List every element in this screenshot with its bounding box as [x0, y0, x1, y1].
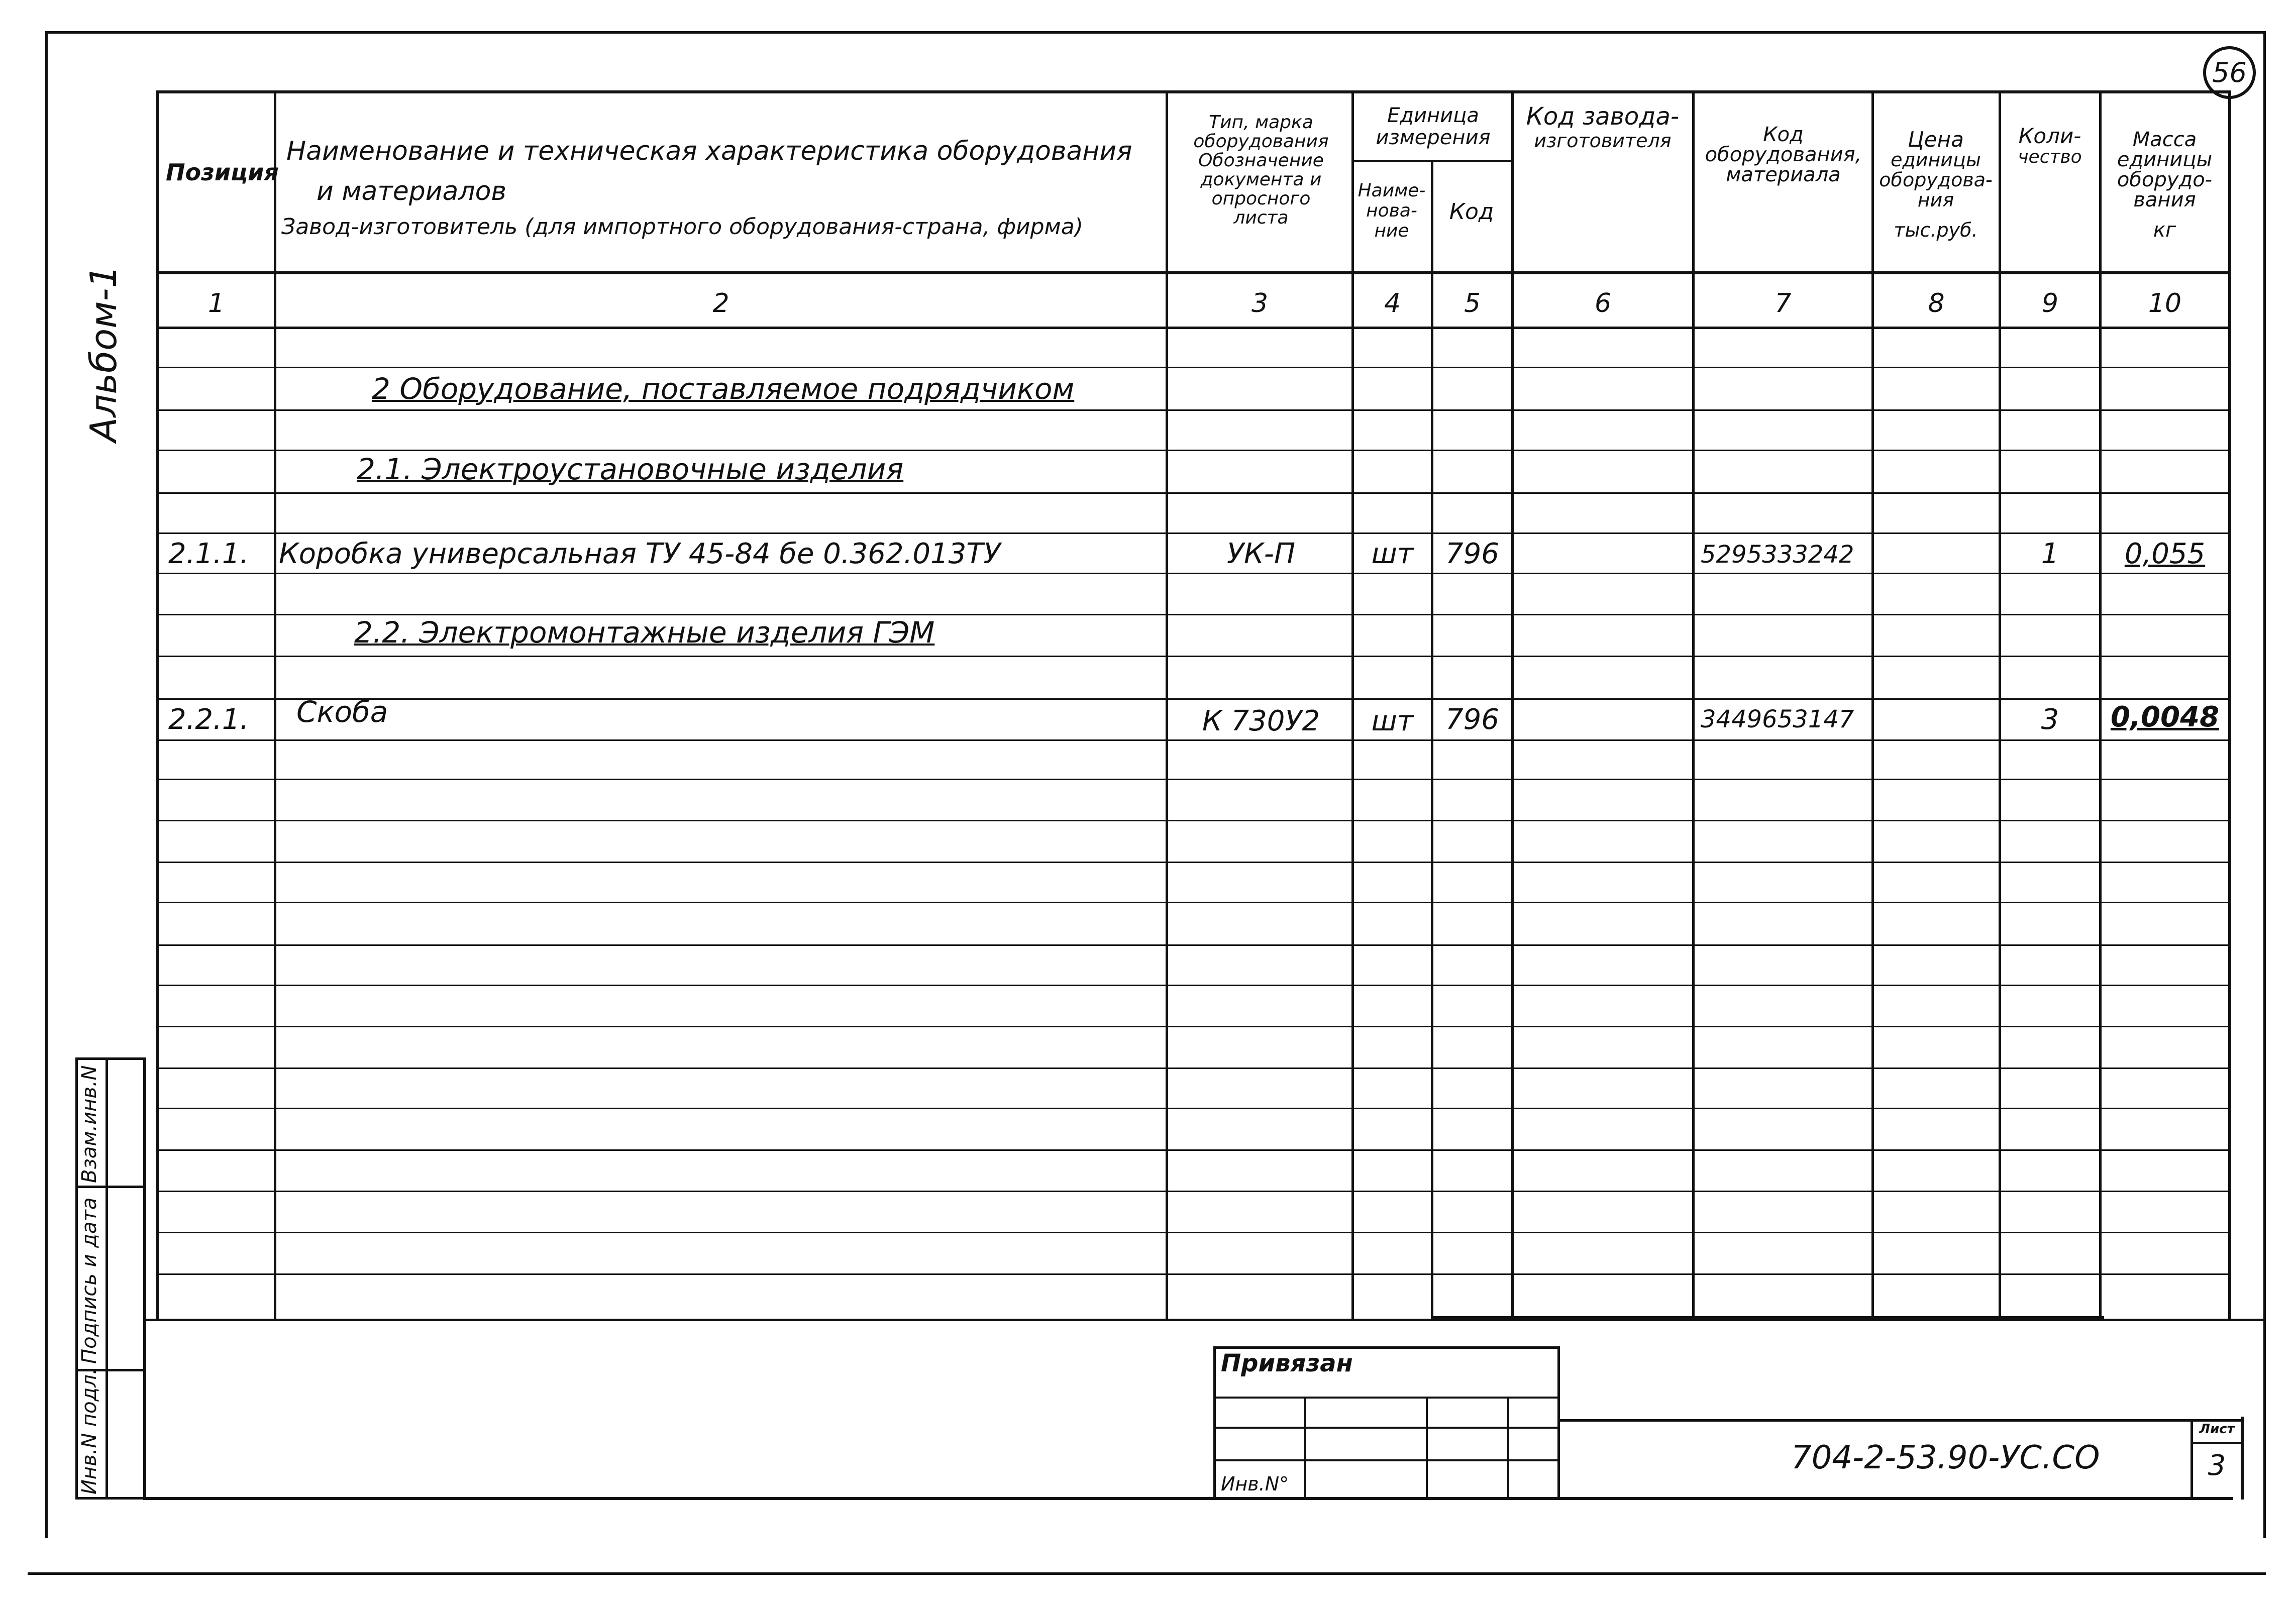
page-frame-bottom [28, 1572, 2266, 1575]
col-line-2 [1166, 90, 1168, 1321]
row-line [156, 1149, 2231, 1151]
header-mfr-code [1513, 104, 1692, 153]
header-mfr-l2: изготовителя [1534, 130, 1672, 152]
header-eqcode-l3: материала [1726, 163, 1841, 186]
row-line [156, 1026, 2231, 1027]
header-mass-l5: кг [2153, 219, 2176, 242]
table-top-border [156, 90, 2231, 93]
header-qty-l2: чество [2018, 147, 2082, 167]
row-unit-code: 796 [1445, 703, 1499, 736]
header-price-l5: тыс.руб. [1894, 219, 1978, 241]
header-type-l6: листа [1233, 207, 1289, 228]
side-stamp-bottom-line [75, 1497, 146, 1500]
unit-subheader-line [1351, 160, 1512, 162]
row-name: Коробка универсальная ТУ 45-84 бе 0.362.013ТУ [279, 538, 1001, 570]
header-name-line3: Завод-изготовитель (для импортного оборудования-страна, фирма) [281, 214, 1083, 240]
col-line-7 [1871, 90, 1874, 1321]
row-eq-code: 3449653147 [1701, 705, 1854, 733]
attached-label: Привязан [1221, 1349, 1353, 1377]
inv-no-label: Инв.N° [1221, 1473, 1289, 1495]
col-number: 3 [1251, 288, 1269, 318]
row-position: 2.1.1. [168, 538, 249, 570]
col-number: 8 [1928, 288, 1945, 318]
col-line-5 [1511, 90, 1514, 1321]
title-block-bottom [143, 1497, 2233, 1500]
row-qty: 1 [2041, 538, 2059, 570]
header-mass-l2: единицы [2117, 148, 2213, 171]
col-line-10 [2228, 90, 2231, 1321]
attached-box-col2 [1426, 1397, 1428, 1500]
header-name-line1: Наименование и техническая характеристика оборудования [286, 136, 1132, 166]
attached-box-right [1557, 1346, 1560, 1500]
row-line [156, 409, 2231, 411]
row-line [156, 779, 2231, 780]
attached-box-top [1213, 1346, 1560, 1349]
row-unit-code: 796 [1445, 538, 1499, 570]
header-type [1171, 113, 1351, 228]
row-line [156, 902, 2231, 903]
row-line [156, 820, 2231, 821]
row-unit: шт [1371, 538, 1414, 570]
header-name-line2: и материалов [317, 176, 507, 206]
side-stamp-vzam: Взам.инв.N [78, 1065, 101, 1183]
row-line [156, 492, 2231, 494]
album-label: Альбом-1 [82, 265, 125, 442]
col-number: 6 [1594, 288, 1612, 318]
designation-top [1557, 1419, 2243, 1422]
sheet-mark-text: 56 [2212, 57, 2247, 88]
header-price [1873, 127, 1999, 241]
header-type-l5: опросного [1211, 188, 1311, 209]
header-unit-code: Код [1449, 199, 1494, 225]
row-line [156, 367, 2231, 368]
header-qty [2001, 126, 2099, 168]
side-stamp-mid-line [106, 1057, 108, 1500]
header-eq-code [1694, 125, 1872, 185]
row-line [156, 450, 2231, 451]
side-stamp-sep1 [75, 1186, 146, 1188]
table-bottom-line [146, 1319, 2266, 1321]
row-eq-code: 5295333242 [1701, 541, 1854, 569]
row-mass: 0,055 [2124, 538, 2206, 570]
row-line [156, 1273, 2231, 1275]
header-mass-l1: Масса [2132, 128, 2197, 151]
header-type-l1: Тип, марка [1209, 112, 1313, 133]
header-eqcode-l1: Код [1763, 123, 1804, 146]
row-line [156, 1067, 2231, 1069]
col-number: 7 [1775, 288, 1792, 318]
col-number: 5 [1464, 288, 1481, 318]
colnum-bottom-border [156, 327, 2231, 329]
side-stamp-inv: Инв.N подл. [78, 1368, 101, 1494]
row-name: Скоба [296, 695, 388, 729]
header-unit-name [1352, 181, 1431, 241]
row-line [156, 1232, 2231, 1233]
header-type-l4: документа и [1200, 169, 1322, 190]
section-heading-2-2: 2.2. Электромонтажные изделия ГЭМ [354, 615, 935, 650]
page-frame-left [45, 31, 48, 1538]
col-line-6 [1692, 90, 1695, 1321]
header-mfr-l1: Код завода- [1526, 102, 1680, 131]
header-type-l2: оборудования [1193, 131, 1329, 152]
col-number: 2 [712, 288, 729, 318]
row-line [156, 985, 2231, 986]
header-price-l3: оборудова- [1879, 169, 1993, 191]
row-qty: 3 [2041, 703, 2059, 736]
row-type: УК-П [1226, 538, 1296, 570]
row-line [156, 532, 2231, 534]
col-number: 9 [2041, 288, 2059, 318]
header-price-l1: Цена [1908, 127, 1964, 152]
row-line [156, 739, 2231, 741]
attached-box-col1 [1304, 1397, 1306, 1500]
row-line [156, 656, 2231, 657]
col-number: 1 [207, 288, 225, 318]
side-stamp-right-line [143, 1057, 146, 1500]
document-code: 704-2-53.90-УС.СО [1791, 1439, 2100, 1476]
row-line [156, 862, 2231, 863]
col-line-1 [274, 90, 276, 1321]
row-unit: шт [1371, 705, 1414, 737]
row-line [156, 698, 2231, 700]
row-mass: 0,0048 [2110, 701, 2220, 733]
col-number: 4 [1384, 288, 1401, 318]
header-mass-l4: вания [2133, 188, 2196, 211]
title-block-right [2241, 1417, 2244, 1500]
header-unit-l2: измерения [1376, 126, 1491, 149]
page-frame-top [45, 31, 2266, 34]
section-heading-2-1: 2.1. Электроустановочные изделия [357, 452, 904, 486]
col-line-0 [156, 90, 159, 1321]
header-unit-name-l1: Наиме- [1358, 180, 1426, 201]
sheet-number: 3 [2208, 1449, 2226, 1482]
row-line [156, 1108, 2231, 1109]
header-unit [1354, 104, 1512, 149]
header-qty-l1: Коли- [2018, 124, 2081, 148]
header-eqcode-l2: оборудования, [1705, 143, 1862, 166]
attached-box-col3 [1507, 1397, 1509, 1500]
row-line [156, 1191, 2231, 1192]
header-price-l4: ния [1917, 189, 1954, 211]
header-mass-l3: оборудо- [2117, 168, 2213, 191]
header-type-l3: Обозначение [1198, 150, 1324, 171]
header-price-l2: единицы [1891, 149, 1981, 171]
side-stamp-top-line [75, 1057, 146, 1060]
header-mass [2101, 130, 2228, 240]
header-bottom-border [156, 271, 2231, 274]
page-frame-right [2263, 31, 2266, 1538]
row-type: К 730У2 [1202, 705, 1320, 737]
header-unit-name-l3: ние [1374, 221, 1409, 241]
side-stamp-sign: Подпись и дата [78, 1197, 101, 1364]
col-line-4 [1431, 161, 1433, 1321]
sheet-box-mid [2190, 1442, 2243, 1444]
row-line [156, 944, 2231, 946]
col-number: 10 [2148, 288, 2182, 318]
header-position: Позиция [166, 159, 279, 186]
header-unit-name-l2: нова- [1366, 200, 1417, 221]
header-unit-l1: Единица [1387, 104, 1479, 127]
attached-box-left [1213, 1346, 1216, 1500]
row-position: 2.2.1. [168, 703, 249, 736]
col-line-3 [1351, 90, 1354, 1321]
sheet-label: Лист [2199, 1422, 2235, 1437]
section-heading-2: 2 Оборудование, поставляемое подрядчиком [372, 372, 1075, 406]
row-line [156, 573, 2231, 574]
